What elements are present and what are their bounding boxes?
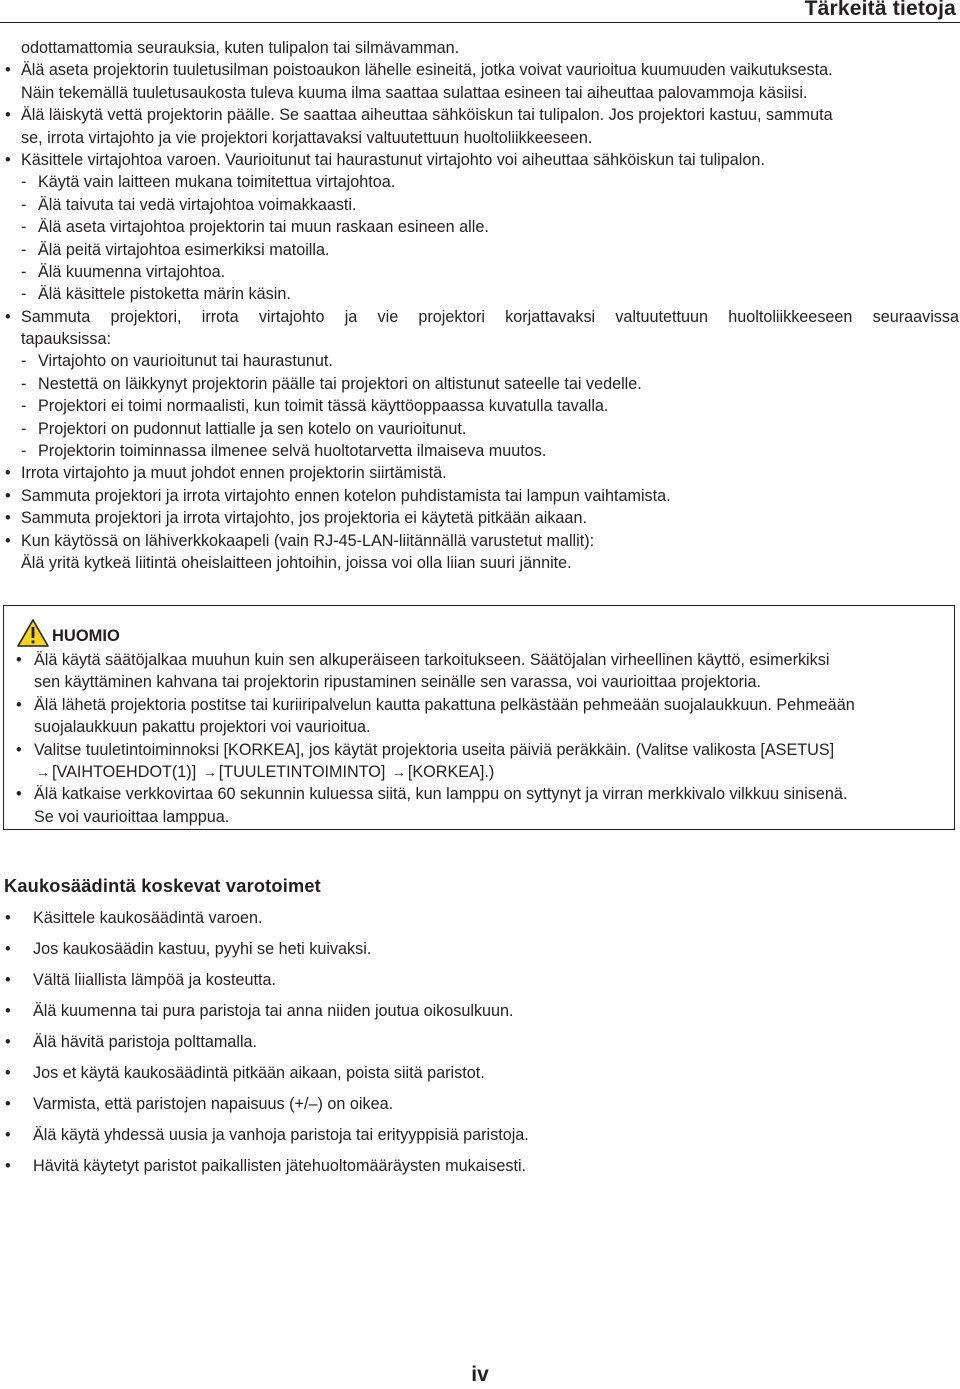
bullet-item <box>14 783 947 805</box>
sub-item <box>3 350 959 372</box>
line-text: Käsittele virtajohtoa varoen. Vaurioitunut tai haurastunut virtajohto voi aiheuttaa sähköiskun tai tulipalon. <box>21 150 765 169</box>
section-title-remote-precautions: Kaukosäädintä koskevat varotoimet <box>4 876 321 896</box>
dash-marker: - <box>21 352 27 371</box>
dash-marker: - <box>21 240 27 259</box>
caution-heading <box>16 619 120 647</box>
line-text: suojalaukkuun pakattu projektori voi vaurioitua. <box>34 718 371 737</box>
dash-marker: - <box>21 397 27 416</box>
dash-marker: - <box>21 419 27 438</box>
bullet-item <box>3 149 959 171</box>
line-text: Älä yritä kytkeä liitintä oheislaitteen johtoihin, joissa voi olla liian suuri jännite. <box>21 553 572 572</box>
menu-path-part: [KORKEA].) <box>407 762 495 781</box>
sub-item <box>3 395 959 417</box>
sub-item <box>3 418 959 440</box>
page-header-title: Tärkeitä tietoja <box>804 0 956 20</box>
continuation-line <box>3 82 959 104</box>
remote-precautions-list <box>3 907 903 1186</box>
caution-label: HUOMIO <box>52 626 120 645</box>
line-text: Kun käytössä on lähiverkkokaapeli (vain RJ-45-LAN-liitännällä varustetut mallit): <box>21 531 595 550</box>
continuation-line <box>3 552 959 574</box>
line-text: se, irrota virtajohto ja vie projektori korjattavaksi valtuutettuun huoltoliikkeeseen. <box>21 128 593 147</box>
line-text: Näin tekemällä tuuletusaukosta tuleva kuuma ilma saattaa sulattaa esineen tai aiheuttaa palovammoja käsiisi. <box>21 83 808 102</box>
continuation-line <box>3 127 959 149</box>
sub-item-text: Älä käsittele pistoketta märin käsin. <box>38 285 291 304</box>
menu-path <box>14 761 947 783</box>
bullet-item <box>3 462 959 484</box>
dash-marker: - <box>21 195 27 214</box>
bullet-item <box>14 739 947 761</box>
sub-item-text: Nestettä on läikkynyt projektorin päälle tai projektori on altistunut sateelle tai vedelle. <box>38 374 642 393</box>
sub-item-text: Älä peitä virtajohtoa esimerkiksi matoilla. <box>38 240 330 259</box>
header-divider <box>0 22 960 23</box>
bullet-item <box>3 507 959 529</box>
dash-marker: - <box>21 442 27 461</box>
menu-path-part: [VAIHTOEHDOT(1)] <box>52 762 197 781</box>
sub-item-text: Älä kuumenna virtajohtoa. <box>38 262 226 281</box>
bullet-item <box>3 530 959 552</box>
remote-precaution-item: • Jos kaukosäädin kastuu, pyyhi se heti kuivaksi. <box>3 938 903 969</box>
continuation-line <box>3 328 959 350</box>
sub-item-text: Projektori ei toimi normaalisti, kun toimit tässä käyttöoppaassa kuvatulla tavalla. <box>38 397 609 416</box>
caution-box <box>3 605 955 830</box>
dash-marker: - <box>21 262 27 281</box>
line-text: Älä lähetä projektoria postitse tai kuriiripalvelun kautta pakattuna pelkästään pehmeään suojalaukkuun. Pehmeään <box>34 695 855 714</box>
bullet-item <box>14 694 947 716</box>
warning-triangle-icon <box>16 618 50 648</box>
bullet-item <box>3 104 959 126</box>
remote-precaution-item: • Hävitä käytetyt paristot paikallisten jätehuoltomääräysten mukaisesti. <box>3 1155 903 1186</box>
sub-item <box>3 216 959 238</box>
remote-precaution-item: • Älä hävitä paristoja polttamalla. <box>3 1031 903 1062</box>
page-number: iv <box>471 1363 489 1386</box>
sub-item-text: Projektori on pudonnut lattialle ja sen kotelo on vaurioitunut. <box>38 419 467 438</box>
arrow-right-icon: → <box>391 763 406 780</box>
continuation-line <box>3 37 959 59</box>
caution-list <box>14 649 947 828</box>
bullet-item <box>3 306 959 328</box>
sub-item-text: Projektorin toiminnassa ilmenee selvä huoltotarvetta ilmaiseva muutos. <box>38 442 547 461</box>
remote-precaution-item: • Jos et käytä kaukosäädintä pitkään aikaan, poista siitä paristot. <box>3 1062 903 1093</box>
remote-precaution-item: • Käsittele kaukosäädintä varoen. <box>3 907 903 938</box>
line-text: • Sammuta projektori, irrota virtajohto ja vie projektori korjattavaksi valtuutettuun huoltoliikkeeseen seuraavissa <box>21 307 959 326</box>
continuation-line <box>14 716 947 738</box>
sub-item-text: Älä aseta virtajohtoa projektorin tai muun raskaan esineen alle. <box>38 218 489 237</box>
arrow-right-icon: → <box>36 763 50 780</box>
sub-item <box>3 261 959 283</box>
sub-item <box>3 171 959 193</box>
sub-item <box>3 239 959 261</box>
line-text: odottamattomia seurauksia, kuten tulipalon tai silmävamman. <box>21 39 460 57</box>
sub-item-text: Älä taivuta tai vedä virtajohtoa voimakkaasti. <box>38 195 357 214</box>
remote-precaution-item: • Vältä liiallista lämpöä ja kosteutta. <box>3 969 903 1000</box>
bullet-item <box>3 485 959 507</box>
sub-item-text: Käytä vain laitteen mukana toimitettua virtajohtoa. <box>38 173 396 192</box>
dash-marker: - <box>21 218 27 237</box>
remote-precaution-item: • Älä kuumenna tai pura paristoja tai anna niiden joutua oikosulkuun. <box>3 1000 903 1031</box>
continuation-line <box>14 671 947 693</box>
sub-item <box>3 440 959 462</box>
line-text: Sammuta projektori ja irrota virtajohto ennen kotelon puhdistamista tai lampun vaihtamista. <box>21 486 671 505</box>
line-text: Älä käytä säätöjalkaa muuhun kuin sen alkuperäiseen tarkoitukseen. Säätöjalan virheellinen käyttö, esimerkiksi <box>34 651 830 669</box>
menu-path-part: [TUULETINTOIMINTO] <box>218 762 386 781</box>
line-text: tapauksissa: <box>21 330 111 349</box>
line-text: Sammuta projektori ja irrota virtajohto, jos projektoria ei käytetä pitkään aikaan. <box>21 509 587 528</box>
remote-precaution-item: • Älä käytä yhdessä uusia ja vanhoja paristoja tai erityyppisiä paristoja. <box>3 1124 903 1155</box>
dash-marker: - <box>21 285 27 304</box>
line-text: Älä läiskytä vettä projektorin päälle. Se saattaa aiheuttaa sähköiskun tai tulipalon. Jos projektori kastuu, sammuta <box>21 106 833 125</box>
line-text: Älä aseta projektorin tuuletusilman poistoaukon lähelle esineitä, jotka voivat vaurioitua kuumuuden vaikutuksesta. <box>21 61 833 80</box>
bullet-item <box>14 649 947 671</box>
bullet-item <box>3 59 959 81</box>
safety-instructions-list <box>3 37 959 574</box>
sub-item <box>3 194 959 216</box>
line-text: sen käyttäminen kahvana tai projektorin ripustaminen seinälle sen varassa, voi vaurioittaa projektoria. <box>34 673 762 692</box>
line-text: Valitse tuuletintoiminnoksi [KORKEA], jos käytät projektoria useita päiviä peräkkäin. (Valitse valikosta [ASETUS] <box>34 740 835 759</box>
dash-marker: - <box>21 374 27 393</box>
line-text: Se voi vaurioittaa lamppua. <box>34 807 230 826</box>
sub-item-text: Virtajohto on vaurioitunut tai haurastunut. <box>38 352 333 371</box>
sub-item <box>3 283 959 305</box>
continuation-line <box>14 806 947 828</box>
line-text: Irrota virtajohto ja muut johdot ennen projektorin siirtämistä. <box>21 464 447 483</box>
line-text: Älä katkaise verkkovirtaa 60 sekunnin kuluessa siitä, kun lamppu on syttynyt ja virran merkkivalo vilkkuu sinisenä. <box>34 785 848 804</box>
sub-item <box>3 373 959 395</box>
arrow-right-icon: → <box>202 763 217 780</box>
dash-marker: - <box>21 173 27 192</box>
remote-precaution-item: • Varmista, että paristojen napaisuus (+/–) on oikea. <box>3 1093 903 1124</box>
